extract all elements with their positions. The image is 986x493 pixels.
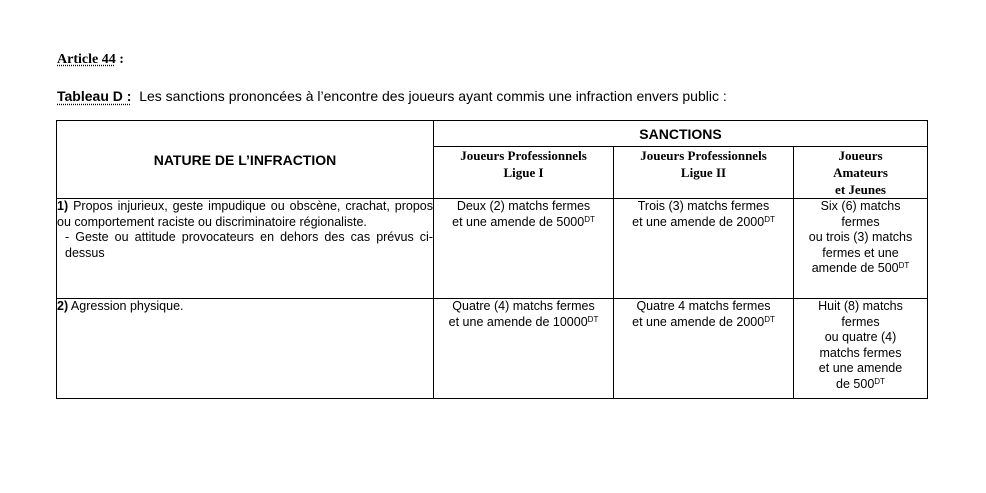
sanction-line: amende de 500	[811, 261, 899, 275]
sanction-line: et une amende de 5000	[452, 214, 585, 229]
column-header-ligue-2	[614, 147, 794, 199]
sanction-line: ou trois (3) matchs	[808, 230, 913, 244]
column-header-line: Joueurs Professionnels	[460, 148, 587, 163]
infraction-sub-item: - Geste ou attitude provocateurs en dehors des cas prévus ci-dessus	[65, 230, 433, 260]
sanction-line: Huit (8) matchs	[818, 299, 903, 313]
sanction-cell-amateurs	[794, 299, 928, 399]
sanction-line: et une amende de 2000	[632, 314, 765, 329]
table-row	[57, 199, 928, 299]
infraction-cell	[57, 199, 434, 299]
sanction-line: et une amende	[818, 361, 903, 375]
sanction-line: matchs fermes	[819, 345, 902, 360]
sanction-cell-amateurs	[794, 199, 928, 299]
currency-unit: DT	[898, 261, 910, 270]
table-caption-label: Tableau D :	[57, 88, 132, 104]
column-header-ligue-1	[434, 147, 614, 199]
sanction-line: Quatre 4 matchs fermes	[636, 299, 771, 313]
article-title-suffix: :	[115, 52, 124, 67]
nature-header: NATURE DE L’INFRACTION	[57, 121, 434, 199]
sanction-line: ou quatre (4)	[824, 330, 897, 344]
sanctions-table	[56, 120, 928, 399]
infraction-number: 2)	[57, 299, 69, 313]
column-header-line: Amateurs	[833, 165, 888, 180]
column-header-line: Ligue I	[503, 165, 544, 180]
currency-unit: DT	[764, 314, 775, 324]
sanction-line: Quatre (4) matchs fermes	[452, 299, 595, 313]
sanction-line: fermes	[841, 314, 880, 329]
sanction-cell-ligue-2	[614, 199, 794, 299]
table-header-row	[57, 121, 928, 147]
table-caption	[57, 88, 727, 104]
sanction-line: et une amende de 2000	[632, 214, 765, 229]
infraction-number: 1)	[57, 199, 69, 213]
column-header-line: Ligue II	[680, 165, 727, 180]
sanction-line: Deux (2) matchs fermes	[456, 199, 591, 213]
currency-unit: DT	[874, 376, 885, 386]
infraction-text: Agression physique.	[70, 299, 184, 313]
sanction-line: de 500	[836, 376, 875, 391]
currency-unit: DT	[584, 214, 595, 224]
sanction-line: Trois (3) matchs fermes	[637, 199, 770, 213]
table-caption-text: Les sanctions prononcées à l’encontre des joueurs ayant commis une infraction envers public :	[139, 88, 727, 104]
currency-unit: DT	[764, 214, 775, 224]
sanction-cell-ligue-1	[434, 199, 614, 299]
sanction-line: fermes	[841, 214, 880, 229]
table-row	[57, 299, 928, 399]
column-header-line: Joueurs Professionnels	[640, 148, 767, 163]
sanction-line: et une amende de 10000	[448, 314, 588, 329]
sanction-cell-ligue-1	[434, 299, 614, 399]
sanction-line: fermes et une	[822, 245, 899, 260]
column-header-line: et Jeunes	[835, 182, 886, 197]
sanctions-header: SANCTIONS	[434, 121, 928, 147]
column-header-amateurs	[794, 147, 928, 199]
infraction-text: Propos injurieux, geste impudique ou obscène, crachat, propos ou comportement raciste ou discriminatoire régionaliste.	[57, 199, 433, 229]
article-title-text: Article 44	[57, 52, 116, 67]
column-header-line: Joueurs	[838, 148, 883, 163]
infraction-cell	[57, 299, 434, 399]
sanction-cell-ligue-2	[614, 299, 794, 399]
sanction-line: Six (6) matchs	[820, 199, 901, 213]
currency-unit: DT	[587, 314, 599, 324]
article-title	[57, 52, 124, 68]
